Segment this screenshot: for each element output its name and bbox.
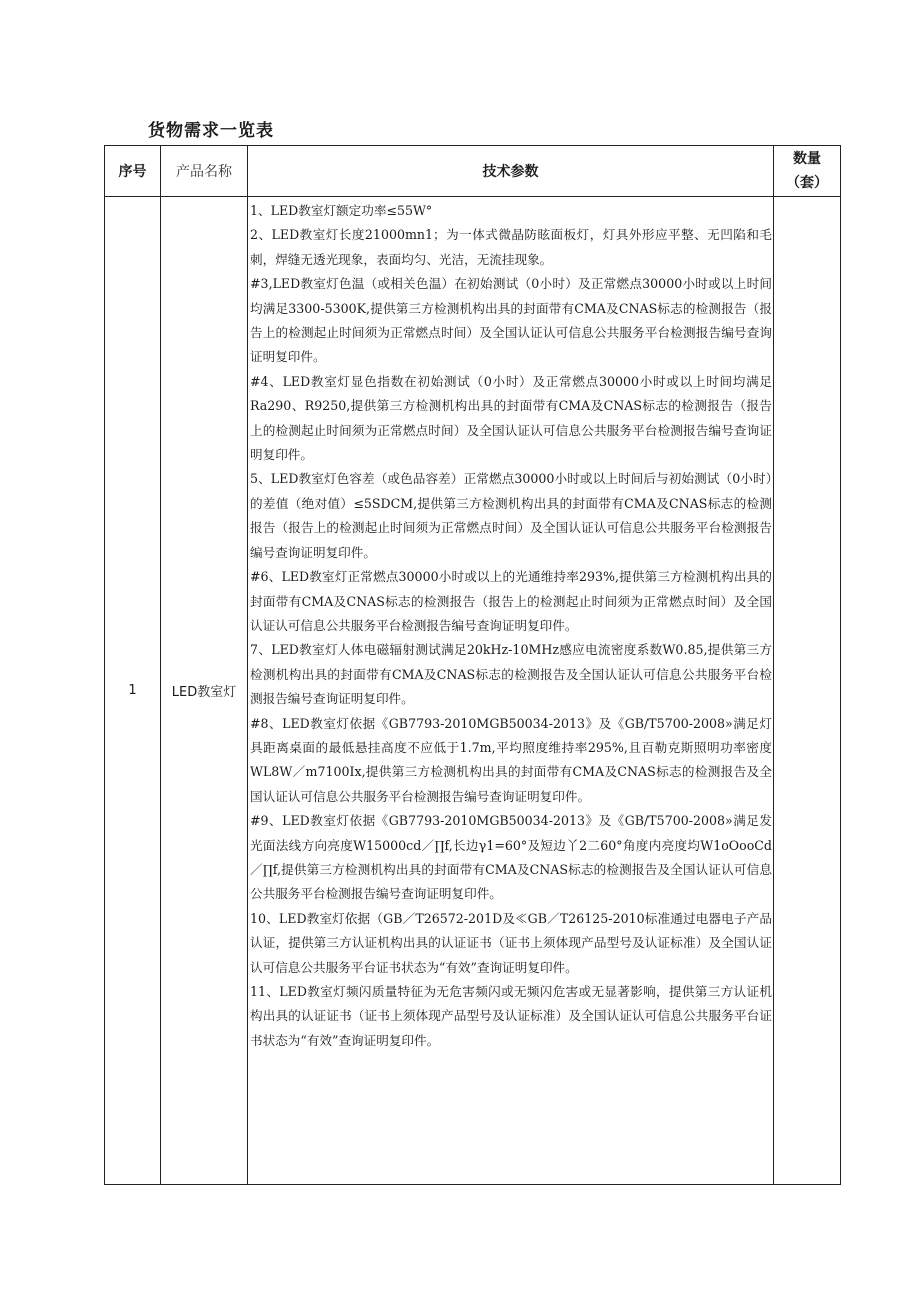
param-item-1: 1、LED教室灯额定功率≤55W° xyxy=(250,203,433,218)
goods-requirement-table xyxy=(104,145,841,1185)
header-quantity-label: 数量 xyxy=(793,151,821,167)
param-item-10: 10、LED教室灯依据（GB／T26572-201D及≪GB／T26125-2010标准通过电器电子产品认证，提供第三方认证机构出具的认证证书（证书上须体现产品型号及认证标准）及全国认证认可信息公共服务平台证书状态为“有效”查询证明复印件。 xyxy=(250,910,772,975)
row-product-name: LED教室灯 xyxy=(161,197,248,1185)
header-quantity xyxy=(774,146,841,197)
table-row xyxy=(105,197,841,1185)
header-product-name: 产品名称 xyxy=(161,146,248,197)
header-quantity-unit: （套） xyxy=(786,175,828,191)
param-item-4: #4、LED教室灯显色指数在初始测试（0小时）及正常燃点30000小时或以上时间均满足Ra290、R9250,提供第三方检测机构出具的封面带有CMA及CNAS标志的检测报告（报告上的检测起止时间须为正常燃点时间）及全国认证认可信息公共服务平台检测报告编号查询证明复印件。 xyxy=(250,373,772,463)
row-index: 1 xyxy=(105,197,161,1185)
table-header-row xyxy=(105,146,841,197)
param-item-2: 2、LED教室灯长度21000mn1；为一体式微晶防眩面板灯，灯具外形应平整、无凹陷和毛刺，焊缝无透光现象，表面均匀、光洁，无流挂现象。 xyxy=(250,227,772,267)
param-item-6: #6、LED教室灯正常燃点30000小时或以上的光通维持率293%,提供第三方检测机构出具的封面带有CMA及CNAS标志的检测报告（报告上的检测起止时间须为正常燃点时间）及全国认证认可信息公共服务平台检测报告编号查询证明复印件。 xyxy=(250,569,772,633)
param-item-3: #3,LED教室灯色温（或相关色温）在初始测试（0小时）及正常燃点30000小时或以上时间均满足3300-5300K,提供第三方检测机构出具的封面带有CMA及CNAS标志的检测报告（报告上的检测起止时间须为正常燃点时间）及全国认证认可信息公共服务平台检测报告编号查询证明复印件。 xyxy=(250,276,772,365)
param-item-8: #8、LED教室灯依据《GB7793-2010MGB50034-2013》及《GB/T5700-2008»满足灯具距离桌面的最低悬挂高度不应低于1.7m,平均照度维持率295%,且百勒克斯照明功率密度WL8W／m7100Ix,提供第三方检测机构出具的封面带有CMA及CNAS标志的检测报告及全国认证认可信息公共服务平台检测报告编号查询证明复印件。 xyxy=(250,715,772,804)
param-item-5: 5、LED教室灯色容差（或色品容差）正常燃点30000小时或以上时间后与初始测试（0小时）的差值（绝对值）≤5SDCM,提供第三方检测机构出具的封面带有CMA及CNAS标志的检测报告（报告上的检测起止时间须为正常燃点时间）及全国认证认可信息公共服务平台检测报告编号查询证明复印件。 xyxy=(250,471,772,560)
header-index: 序号 xyxy=(105,146,161,197)
header-technical-params: 技术参数 xyxy=(248,146,774,197)
param-item-7: 7、LED教室灯人体电磁辐射测试满足20kHz-10MHz感应电流密度系数W0.85,提供第三方检测机构出具的封面带有CMA及CNAS标志的检测报告及全国认证认可信息公共服务平台检测报告编号查询证明复印件。 xyxy=(250,642,772,707)
row-technical-params xyxy=(248,197,774,1185)
param-item-9: #9、LED教室灯依据《GB7793-2010MGB50034-2013》及《GB/T5700-2008»满足发光面法线方向亮度W15000cd／∏f,长边γ1=60°及短边丫2二60°角度内亮度均W1oOooCd／∏f,提供第三方检测机构出具的封面带有CMA及CNAS标志的检测报告及全国认证认可信息公共服务平台检测报告编号查询证明复印件。 xyxy=(250,813,772,902)
row-quantity xyxy=(774,197,841,1185)
document-title: 货物需求一览表 xyxy=(148,121,274,141)
param-item-11: 11、LED教室灯频闪质量特征为无危害频闪或无频闪危害或无显著影响，提供第三方认证机构出具的认证证书（证书上须体现产品型号及认证标准）及全国认证认可信息公共服务平台证书状态为“有效”查询证明复印件。 xyxy=(250,984,772,1048)
